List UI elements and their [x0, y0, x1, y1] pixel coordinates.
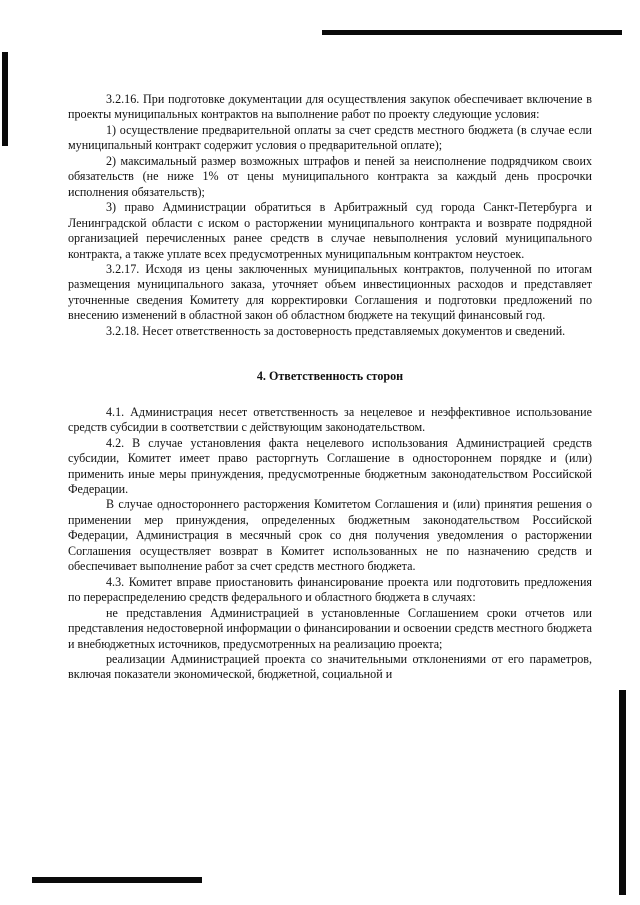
scan-edge-mark-bottom [32, 877, 202, 883]
section-heading: 4. Ответственность сторон [256, 369, 404, 384]
scan-edge-mark-left [2, 52, 8, 146]
paragraph-case-deviations: реализации Администрацией проекта со значительными отклонениями от его параметров, включая показатели экономической, бюджетной, социальной и [68, 651, 592, 682]
scan-edge-mark-right [619, 690, 626, 895]
paragraph-4-2: 4.2. В случае установления факта нецелевого использования Администрацией средств субсидии, Комитет имеет право расторгнуть Соглашение в одностороннем порядке и (или) применить иные меры принуждения, предусмотренные бюджетным законодательством Российской Федерации. [68, 435, 592, 496]
paragraph-termination: В случае одностороннего расторжения Комитетом Соглашения и (или) принятия решения о применении мер принуждения, определенных бюджетным законодательством Российской Федерации, Администрация в месячный срок со дня получения уведомления о расторжении Соглашения осуществляет возврат в Комитет использованных не по назначению средств и обеспечивает выполнение работ за счет средств местного бюджета. [68, 497, 592, 574]
paragraph-condition-3: 3) право Администрации обратиться в Арбитражный суд города Санкт-Петербурга и Ленинградской области с иском о расторжении муниципального контракта и возврате подрядной организацией перечисленных ранее средств в случае невыполнения условий муниципального контракта, а также уплате всех предусмотренных муниципальным контрактом неустоек. [68, 200, 592, 261]
paragraph-condition-1: 1) осуществление предварительной оплаты за счет средств местного бюджета (в случае если муниципальный контракт содержит условия о предварительной оплате); [68, 122, 592, 153]
paragraph-3-2-17: 3.2.17. Исходя из цены заключенных муниципальных контрактов, полученной по итогам размещения муниципального заказа, уточняет объем инвестиционных расходов и представляет уточненные сведения Комитету для корректировки Соглашения и подготовки предложений по внесению изменений в областной закон об областном бюджете на текущий финансовый год. [68, 261, 592, 323]
paragraph-condition-2: 2) максимальный размер возможных штрафов и пеней за неисполнение подрядчиком своих обязательств (не ниже 1% от цены муниципального контракта за каждый день просрочки исполнения обязательств); [68, 153, 592, 199]
paragraph-3-2-18: 3.2.18. Несет ответственность за достоверность представляемых документов и сведений. [106, 323, 566, 338]
paragraph-4-3: 4.3. Комитет вправе приостановить финансирование проекта или подготовить предложения по перераспределению средств федерального и областного бюджета в случаях: [68, 574, 592, 605]
paragraph-3-2-16: 3.2.16. При подготовке документации для осуществления закупок обеспечивает включение в проекты муниципальных контрактов на выполнение работ по проекту следующие условия: [68, 92, 592, 122]
document-body [68, 92, 592, 683]
paragraph-case-reports: не представления Администрацией в установленные Соглашением сроки отчетов или представления недостоверной информации о финансировании и освоении средств местного бюджета и внебюджетных источников, предусмотренных на реализацию проекта; [68, 605, 592, 651]
paragraph-4-1: 4.1. Администрация несет ответственность за нецелевое и неэффективное использование средств субсидии в соответствии с действующим законодательством. [68, 404, 592, 435]
scan-edge-mark-top [322, 30, 622, 35]
